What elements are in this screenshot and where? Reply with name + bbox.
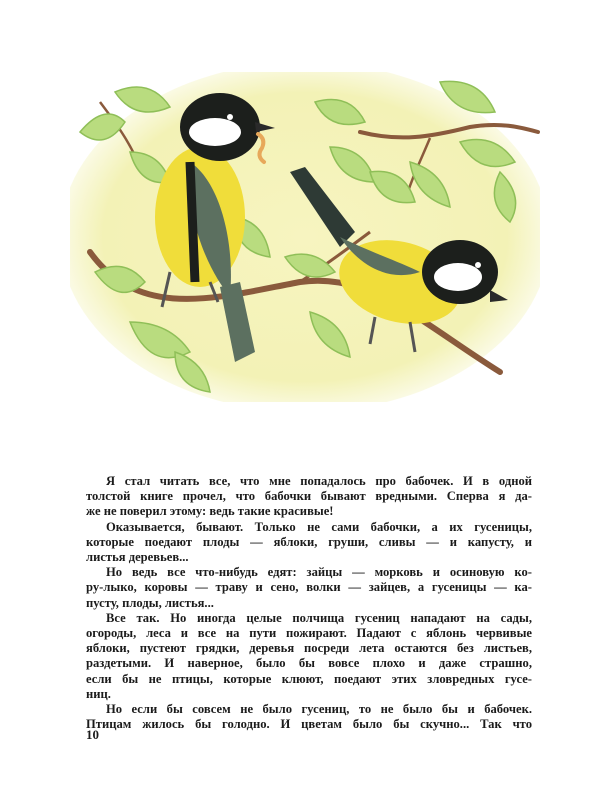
text-line: Птицам жилось бы голодно. И цветам было бы скучно... Так что bbox=[86, 717, 532, 732]
text-line: толстой книге прочел, что бабочки бывают вредными. Сперва я да- bbox=[86, 489, 532, 504]
text-line: листья деревьев... bbox=[86, 550, 189, 565]
text-line: Я стал читать все, что мне попадалось про бабочек. И в одной bbox=[106, 474, 532, 488]
text-line: пусту, плоды, листья... bbox=[86, 595, 214, 610]
bird-left-stripe bbox=[190, 162, 195, 282]
text-line: Но ведь все что-нибудь едят: зайцы — морковь и осиновую ко- bbox=[106, 565, 532, 580]
bird-right-cheek bbox=[434, 263, 482, 291]
bird-left-cheek bbox=[189, 118, 241, 146]
leaf bbox=[115, 87, 170, 112]
page-number: 10 bbox=[86, 727, 99, 742]
text-line: яблоки, пустеют грядки, деревья посреди лета остаются без листьев, bbox=[86, 641, 532, 656]
bird-left-eye bbox=[227, 114, 233, 120]
text-line: если бы не птицы, которые клюют, поедают этих зловредных гусе- bbox=[86, 671, 532, 686]
bird-right-eye bbox=[475, 262, 481, 268]
titmice-picture bbox=[70, 72, 540, 402]
story-text bbox=[86, 474, 532, 732]
text-line: ру-лыко, коровы — траву и сено, волки — зайцев, а гусеницы — ка- bbox=[86, 580, 532, 595]
text-line: раздетыми. И наверное, было бы вовсе плохо и даже страшно, bbox=[86, 656, 532, 671]
titmice-illustration bbox=[70, 72, 540, 402]
text-line: же не поверил этому: ведь такие красивые! bbox=[86, 504, 334, 519]
text-line: Оказывается, бывают. Только не сами бабочки, а их гусеницы, bbox=[106, 519, 532, 534]
text-line: Но если бы совсем не было гусениц, то не было бы и бабочек. bbox=[106, 702, 532, 717]
text-line: Все так. Но иногда целые полчища гусениц нападают на сады, bbox=[106, 610, 532, 625]
text-line: которые поедают плоды — яблоки, груши, сливы — и капусту, и bbox=[86, 534, 532, 549]
text-line: огороды, леса и все на пути пожирают. Падают с яблонь червивые bbox=[86, 626, 532, 641]
text-line: ниц. bbox=[86, 686, 111, 701]
